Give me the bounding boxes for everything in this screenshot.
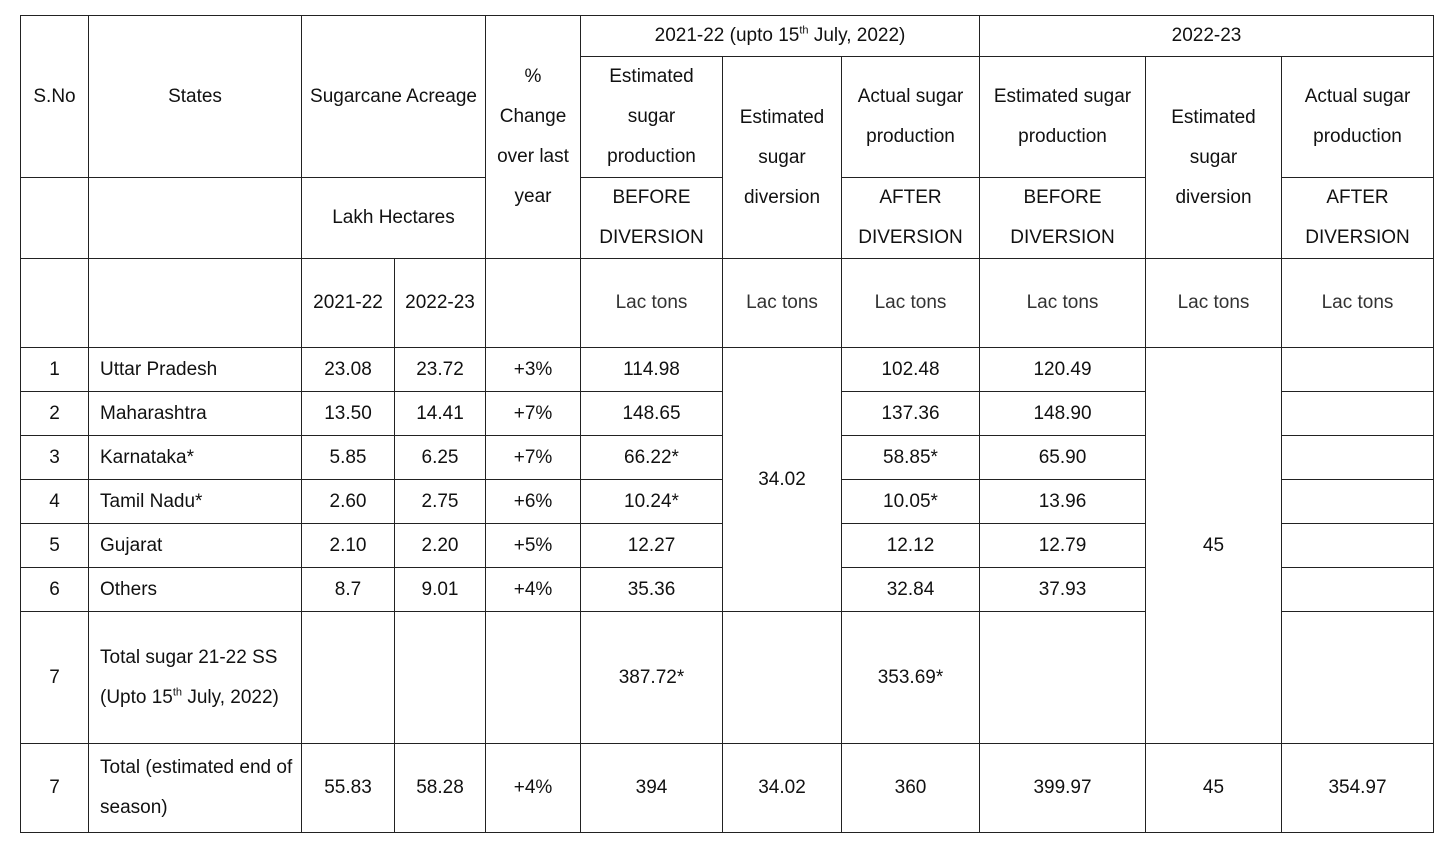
cell-est-prod-2223: 13.96 bbox=[980, 480, 1146, 524]
cell-state: Uttar Pradesh bbox=[89, 348, 302, 392]
cell-state: Total sugar 21-22 SS (Upto 15th July, 2022) bbox=[89, 612, 302, 744]
cell-state: Gujarat bbox=[89, 524, 302, 568]
cell-act-prod-2122: 102.48 bbox=[842, 348, 980, 392]
cell-act-prod-2122: 10.05* bbox=[842, 480, 980, 524]
cell-est-prod-2122: 387.72* bbox=[581, 612, 723, 744]
cell-state: Total (estimated end of season) bbox=[89, 744, 302, 833]
header-group-2021-22: 2021-22 (upto 15th July, 2022) bbox=[581, 16, 980, 57]
cell-acreage-2122: 2.60 bbox=[302, 480, 395, 524]
cell-acreage-2122: 5.85 bbox=[302, 436, 395, 480]
cell-pct-change: +7% bbox=[486, 392, 581, 436]
cell-pct-change: +4% bbox=[486, 568, 581, 612]
cell-acreage-2223: 6.25 bbox=[395, 436, 486, 480]
cell-acreage-2223: 2.20 bbox=[395, 524, 486, 568]
cell-act-prod-2223 bbox=[1282, 524, 1434, 568]
header-act-prod-2223: Actual sugar production bbox=[1282, 57, 1434, 178]
table-row-total-estimated bbox=[21, 744, 1434, 833]
header-pct-change: % Change over last year bbox=[486, 16, 581, 259]
sugar-production-table bbox=[20, 15, 1434, 833]
unit-blank-states bbox=[89, 259, 302, 348]
cell-sno: 2 bbox=[21, 392, 89, 436]
header-before-2223: BEFORE DIVERSION bbox=[980, 178, 1146, 259]
cell-diversion-2122-blank bbox=[723, 612, 842, 744]
cell-est-prod-2223: 148.90 bbox=[980, 392, 1146, 436]
cell-diversion-2122: 34.02 bbox=[723, 348, 842, 612]
cell-act-prod-2122: 137.36 bbox=[842, 392, 980, 436]
cell-sno: 1 bbox=[21, 348, 89, 392]
cell-acreage-2122: 55.83 bbox=[302, 744, 395, 833]
cell-est-prod-2122: 35.36 bbox=[581, 568, 723, 612]
header-before-2122: BEFORE DIVERSION bbox=[581, 178, 723, 259]
unit-est-prod-2223: Lac tons bbox=[980, 259, 1146, 348]
cell-acreage-2223: 9.01 bbox=[395, 568, 486, 612]
header-group-2022-23: 2022-23 bbox=[980, 16, 1434, 57]
header-est-div-2122: Estimated sugar diversion bbox=[723, 57, 842, 259]
cell-act-prod-2223 bbox=[1282, 568, 1434, 612]
unit-blank-pct bbox=[486, 259, 581, 348]
cell-state: Tamil Nadu* bbox=[89, 480, 302, 524]
cell-act-prod-2223 bbox=[1282, 348, 1434, 392]
cell-acreage-2223 bbox=[395, 612, 486, 744]
cell-act-prod-2122: 58.85* bbox=[842, 436, 980, 480]
cell-est-prod-2223: 65.90 bbox=[980, 436, 1146, 480]
cell-act-prod-2223 bbox=[1282, 436, 1434, 480]
header-year-2021-22: 2021-22 bbox=[302, 259, 395, 348]
header-est-prod-2122: Estimated sugar production bbox=[581, 57, 723, 178]
header-sno: S.No bbox=[21, 16, 89, 178]
cell-state: Others bbox=[89, 568, 302, 612]
header-blank-states bbox=[89, 178, 302, 259]
cell-diversion-2223: 45 bbox=[1146, 348, 1282, 744]
unit-act-prod-2223: Lac tons bbox=[1282, 259, 1434, 348]
unit-est-div-2122: Lac tons bbox=[723, 259, 842, 348]
cell-est-prod-2122: 12.27 bbox=[581, 524, 723, 568]
header-row-units bbox=[21, 259, 1434, 348]
cell-diversion-2223: 45 bbox=[1146, 744, 1282, 833]
cell-diversion-2122: 34.02 bbox=[723, 744, 842, 833]
header-after-2122: AFTER DIVERSION bbox=[842, 178, 980, 259]
cell-sno: 7 bbox=[21, 744, 89, 833]
cell-est-prod-2223: 12.79 bbox=[980, 524, 1146, 568]
cell-pct-change: +7% bbox=[486, 436, 581, 480]
cell-est-prod-2223: 37.93 bbox=[980, 568, 1146, 612]
cell-act-prod-2223 bbox=[1282, 612, 1434, 744]
cell-act-prod-2122: 360 bbox=[842, 744, 980, 833]
cell-acreage-2223: 58.28 bbox=[395, 744, 486, 833]
cell-act-prod-2223: 354.97 bbox=[1282, 744, 1434, 833]
cell-est-prod-2223: 120.49 bbox=[980, 348, 1146, 392]
unit-est-prod-2122: Lac tons bbox=[581, 259, 723, 348]
header-year-2022-23: 2022-23 bbox=[395, 259, 486, 348]
cell-acreage-2223: 2.75 bbox=[395, 480, 486, 524]
cell-pct-change: +3% bbox=[486, 348, 581, 392]
cell-state: Maharashtra bbox=[89, 392, 302, 436]
cell-sno: 7 bbox=[21, 612, 89, 744]
cell-state: Karnataka* bbox=[89, 436, 302, 480]
cell-acreage-2223: 23.72 bbox=[395, 348, 486, 392]
cell-act-prod-2122: 32.84 bbox=[842, 568, 980, 612]
cell-est-prod-2223 bbox=[980, 612, 1146, 744]
cell-acreage-2122: 2.10 bbox=[302, 524, 395, 568]
cell-est-prod-2122: 114.98 bbox=[581, 348, 723, 392]
cell-sno: 6 bbox=[21, 568, 89, 612]
unit-blank-sno bbox=[21, 259, 89, 348]
cell-pct-change: +5% bbox=[486, 524, 581, 568]
cell-acreage-2223: 14.41 bbox=[395, 392, 486, 436]
unit-est-div-2223: Lac tons bbox=[1146, 259, 1282, 348]
cell-pct-change: +6% bbox=[486, 480, 581, 524]
header-states: States bbox=[89, 16, 302, 178]
header-row-groups bbox=[21, 16, 1434, 57]
cell-sno: 3 bbox=[21, 436, 89, 480]
cell-est-prod-2122: 148.65 bbox=[581, 392, 723, 436]
cell-pct-change: +4% bbox=[486, 744, 581, 833]
cell-act-prod-2223 bbox=[1282, 392, 1434, 436]
unit-act-prod-2122: Lac tons bbox=[842, 259, 980, 348]
cell-act-prod-2122: 353.69* bbox=[842, 612, 980, 744]
cell-est-prod-2122: 66.22* bbox=[581, 436, 723, 480]
cell-act-prod-2122: 12.12 bbox=[842, 524, 980, 568]
cell-acreage-2122: 23.08 bbox=[302, 348, 395, 392]
header-blank-sno bbox=[21, 178, 89, 259]
header-after-2223: AFTER DIVERSION bbox=[1282, 178, 1434, 259]
header-acreage: Sugarcane Acreage bbox=[302, 16, 486, 178]
cell-est-prod-2122: 394 bbox=[581, 744, 723, 833]
cell-acreage-2122: 13.50 bbox=[302, 392, 395, 436]
cell-act-prod-2223 bbox=[1282, 480, 1434, 524]
cell-est-prod-2223: 399.97 bbox=[980, 744, 1146, 833]
cell-est-prod-2122: 10.24* bbox=[581, 480, 723, 524]
header-act-prod-2122: Actual sugar production bbox=[842, 57, 980, 178]
header-acreage-unit: Lakh Hectares bbox=[302, 178, 486, 259]
cell-sno: 5 bbox=[21, 524, 89, 568]
cell-acreage-2122: 8.7 bbox=[302, 568, 395, 612]
table-row bbox=[21, 348, 1434, 392]
cell-sno: 4 bbox=[21, 480, 89, 524]
cell-acreage-2122 bbox=[302, 612, 395, 744]
header-est-prod-2223: Estimated sugar production bbox=[980, 57, 1146, 178]
header-est-div-2223: Estimated sugar diversion bbox=[1146, 57, 1282, 259]
cell-pct-change bbox=[486, 612, 581, 744]
